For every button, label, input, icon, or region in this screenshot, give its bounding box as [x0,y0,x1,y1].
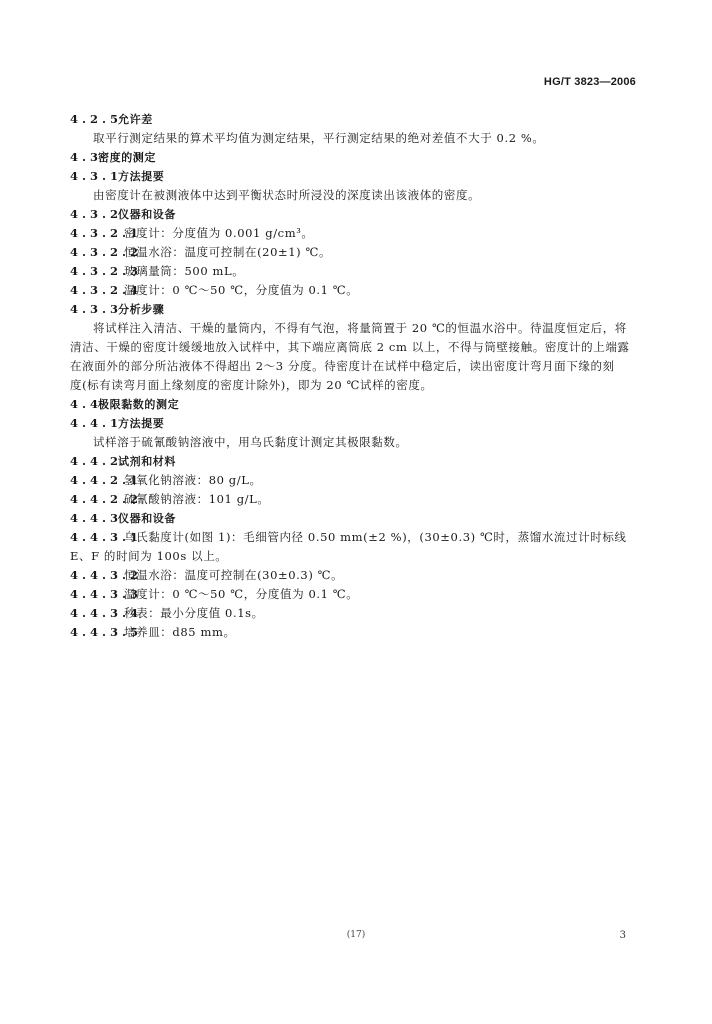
section-4-4-1-text: 试样溶于硫氰酸钠溶液中，用乌氏黏度计测定其极限黏数。 [93,435,408,449]
item-4-3-2-1 [70,224,640,243]
item-text: 温度计：0 ℃～50 ℃，分度值为 0.1 ℃。 [124,587,359,601]
footer-print-number: (17) [346,930,366,940]
section-title: 试剂和材料 [118,455,176,468]
section-4-3-2-heading [70,205,640,224]
item-text: 密度计：分度值为 0.001 g/cm³。 [124,226,314,240]
section-title: 方法提要 [118,170,165,183]
section-4-3-heading [70,148,640,167]
item-4-4-3-1-continuation: E、F 的时间为 100s 以上。 [70,549,228,563]
section-4-4-heading [70,395,640,414]
item-number: 4.3.2.2 [70,245,143,259]
item-text: 培养皿：d85 mm。 [124,625,236,639]
item-text: 恒温水浴：温度可控制在(30±0.3) ℃。 [124,568,344,582]
section-4-3-3-text-line-4: 度(标有读弯月面上缘刻度的密度计除外)，即为 20 ℃试样的密度。 [70,378,433,392]
item-4-4-2-1 [70,471,640,490]
item-text: 玻璃量筒：500 mL。 [124,264,245,278]
item-number: 4.4.3.4 [70,606,143,620]
item-4-4-3-5 [70,623,640,642]
section-4-2-5-text: 取平行测定结果的算术平均值为测定结果，平行测定结果的绝对差值不大于 0.2 %。 [93,131,545,145]
section-number: 4.4.1 [70,416,123,430]
section-4-4-3-heading [70,509,640,528]
section-title: 仪器和设备 [118,512,176,525]
item-4-3-2-3 [70,262,640,281]
section-number: 4.3.2 [70,207,123,221]
item-number: 4.4.3.2 [70,568,143,582]
section-title: 密度的测定 [98,151,156,164]
item-number: 4.3.2.4 [70,283,143,297]
item-number: 4.4.3.5 [70,625,143,639]
standard-code: HG/T 3823—2006 [543,76,636,88]
section-4-3-3-text-line-2: 清洁、干燥的密度计缓缓地放入试样中，其下端应离筒底 2 cm 以上，不得与筒壁接触。密度计的上端露 [70,340,630,354]
item-text: 硫氰酸钠溶液：101 g/L。 [124,492,270,506]
item-number: 4.4.3.3 [70,587,143,601]
item-number: 4.4.3.1 [70,530,143,544]
section-title: 分析步骤 [118,303,165,316]
item-4-3-2-2 [70,243,640,262]
item-number: 4.3.2.1 [70,226,143,240]
item-number: 4.4.2.1 [70,473,143,487]
page-number: 3 [619,930,626,941]
section-number: 4.2.5 [70,112,123,126]
section-4-3-3-text-line-1: 将试样注入清洁、干燥的量筒内，不得有气泡，将量筒置于 20 ℃的恒温水浴中。待温度恒定后，将 [93,321,627,335]
section-4-3-1-heading [70,167,640,186]
section-title: 允许差 [118,113,153,126]
section-number: 4.3.3 [70,302,123,316]
section-4-3-3-heading [70,300,640,319]
item-text: 恒温水浴：温度可控制在(20±1) ℃。 [124,245,332,259]
item-number: 4.3.2.3 [70,264,143,278]
item-4-4-2-2 [70,490,640,509]
section-number: 4.4 [70,397,103,411]
item-4-4-3-2 [70,566,640,585]
section-4-4-1-heading [70,414,640,433]
item-number: 4.4.2.2 [70,492,143,506]
section-number: 4.3 [70,150,103,164]
section-number: 4.4.2 [70,454,123,468]
item-text: 秒表：最小分度值 0.1s。 [124,606,264,620]
section-4-3-1-text: 由密度计在被测液体中达到平衡状态时所浸没的深度读出该液体的密度。 [93,188,481,202]
section-number: 4.4.3 [70,511,123,525]
item-4-3-2-4 [70,281,640,300]
section-4-4-2-heading [70,452,640,471]
section-title: 仪器和设备 [118,208,176,221]
section-number: 4.3.1 [70,169,123,183]
item-4-4-3-1 [70,528,640,547]
section-4-3-3-text-line-3: 在液面外的部分所沾液体不得超出 2～3 分度。待密度计在试样中稳定后，读出密度计弯月面下缘的刻 [70,359,615,373]
section-title: 方法提要 [118,417,165,430]
item-text: 乌氏黏度计(如图 1)：毛细管内径 0.50 mm(±2 %)，(30±0.3) ℃时，蒸馏水流过计时标线 [124,530,627,544]
item-4-4-3-3 [70,585,640,604]
item-text: 温度计：0 ℃～50 ℃，分度值为 0.1 ℃。 [124,283,359,297]
section-title: 极限黏数的测定 [98,398,180,411]
item-text: 氢氧化钠溶液：80 g/L。 [124,473,262,487]
document-body [70,110,640,642]
item-4-4-3-4 [70,604,640,623]
section-4-2-5-heading [70,110,640,129]
